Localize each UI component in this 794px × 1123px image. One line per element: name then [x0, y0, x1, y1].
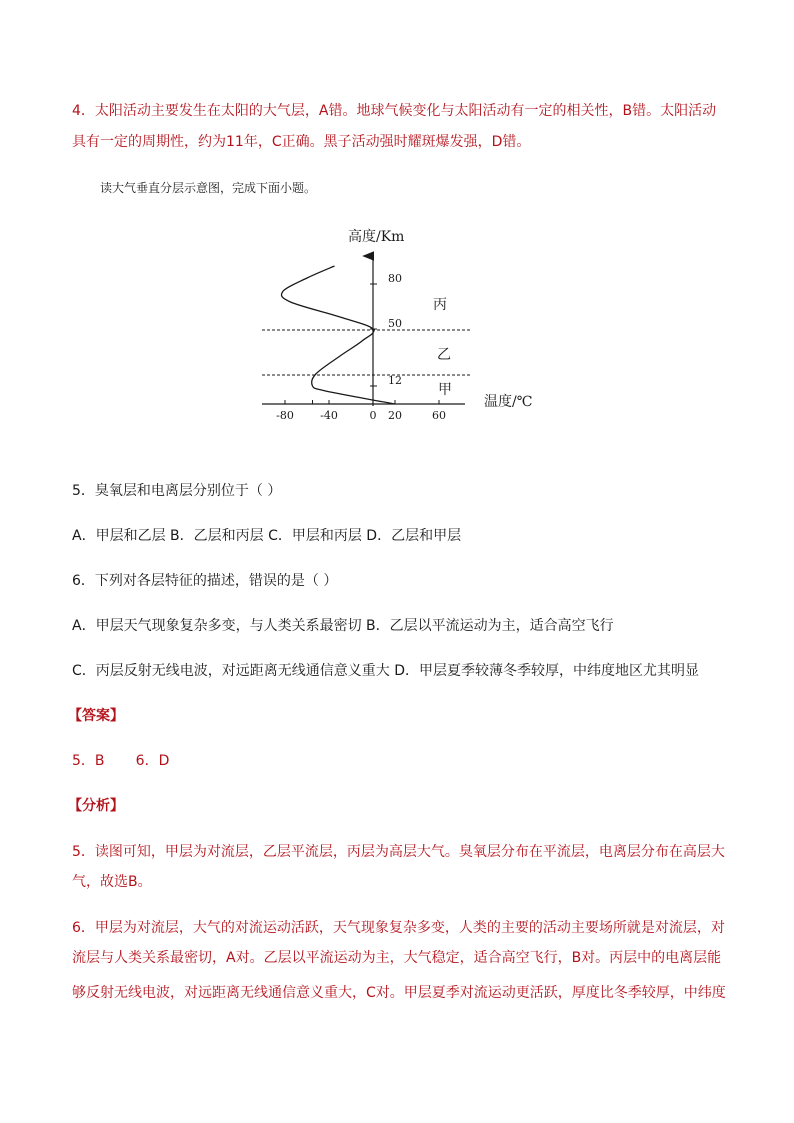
y-axis-label: 高度/Km [348, 229, 405, 245]
x-axis-label: 温度/℃ [484, 394, 533, 410]
x-tick-label-0: -80 [276, 409, 294, 422]
y-tick-label-1: 50 [388, 317, 402, 330]
q6-options-line-2: C．丙层反射无线电波，对远距离无线通信意义重大 D．甲层夏季较薄冬季较厚，中纬度地区尤其明显 [72, 663, 700, 679]
analysis-q6-line-3: 够反射无线电波，对远距离无线通信意义重大，C对。甲层夏季对流运动更活跃，厚度比冬季较厚，中纬度 [72, 985, 726, 1001]
answer-heading: 【答案】 [68, 708, 124, 724]
analysis-q5-line-2: 气，故选B。 [72, 874, 152, 890]
analysis-q6-line-1: 6．甲层为对流层，大气的对流运动活跃，天气现象复杂多变，人类的主要的活动主要场所就是对流层，对 [72, 920, 725, 936]
analysis-heading: 【分析】 [68, 798, 124, 814]
layer-label-jia: 甲 [438, 382, 452, 398]
x-tick-label-1: -40 [320, 409, 338, 422]
analysis-q6-line-2: 流层与人类关系最密切，A对。乙层以平流运动为主，大气稳定，适合高空飞行，B对。丙层中的电离层能 [72, 950, 722, 966]
temperature-curve [281, 266, 395, 404]
x-tick-label-2: 0 [369, 409, 377, 422]
x-tick-label-3: 20 [388, 409, 402, 422]
y-tick-label-2: 80 [388, 272, 402, 285]
q4-explanation-line-2: 具有一定的周期性，约为11年，C正确。黑子活动强时耀斑爆发强，D错。 [72, 134, 531, 150]
y-tick-label-0: 12 [388, 374, 402, 387]
analysis-q5-line-1: 5．读图可知，甲层为对流层，乙层平流层，丙层为高层大气。臭氧层分布在平流层，电离层分布在高层大 [72, 844, 725, 860]
figure-intro: 读大气垂直分层示意图，完成下面小题。 [100, 181, 317, 195]
layer-label-bing: 丙 [433, 297, 447, 313]
q5-options: A．甲层和乙层 B．乙层和丙层 C．甲层和丙层 D．乙层和甲层 [72, 528, 462, 544]
q6-stem: 6．下列对各层特征的描述，错误的是（ ） [72, 573, 338, 589]
q5-stem: 5．臭氧层和电离层分别位于（ ） [72, 483, 282, 499]
x-tick-label-4: 60 [432, 409, 446, 422]
layer-label-yi: 乙 [437, 347, 451, 363]
q6-options-line-1: A．甲层天气现象复杂多变，与人类关系最密切 B．乙层以平流运动为主，适合高空飞行 [72, 618, 614, 634]
atmosphere-layer-chart [250, 220, 550, 425]
q4-explanation-line-1: 4．太阳活动主要发生在太阳的大气层，A错。地球气候变化与太阳活动有一定的相关性，B错。太阳活动 [72, 103, 717, 119]
answer-text: 5．B 6．D [72, 753, 170, 769]
